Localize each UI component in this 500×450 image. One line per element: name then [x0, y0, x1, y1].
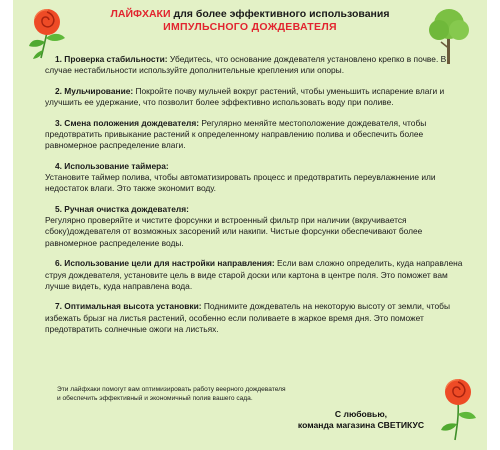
signature [281, 409, 441, 431]
signature-line: команда магазина СВЕТИКУС [297, 420, 425, 430]
lifehacks-list [45, 54, 463, 345]
item-heading: 4. Использование таймера: [55, 160, 169, 171]
title-text: для более эффективного использования [170, 8, 390, 20]
signature-line: С любовью, [334, 409, 388, 419]
list-item [45, 54, 463, 76]
item-text: Регулярно меняйте местоположение дождевателя, чтобы предотвратить привыкание растений к определенному направлению полива и обеспечить более равномерное распределение влаги. [45, 117, 427, 151]
title-highlight: ЛАЙФХАКИ [110, 8, 171, 20]
list-item [45, 118, 463, 152]
title-line2: ИМПУЛЬСНОГО ДОЖДЕВАТЕЛЯ [163, 21, 337, 33]
item-heading: 7. Оптимальная высота установки: [55, 301, 202, 312]
list-item [45, 301, 463, 335]
footer-note [57, 385, 377, 403]
list-item [45, 86, 463, 108]
lifehacks-card [13, 0, 487, 450]
item-heading: 5. Ручная очистка дождевателя: [55, 204, 189, 215]
item-text: Установите таймер полива, чтобы автоматизировать процесс и предотвратить переувлажнение или недостаток влаги. Это также экономит воду. [45, 172, 436, 194]
rose-icon [433, 372, 483, 442]
page-title [13, 8, 487, 34]
item-heading: 2. Мульчирование: [55, 85, 134, 96]
list-item [45, 161, 463, 195]
footer-note-line: и обеспечить эффективный и экономичный полив вашего сада. [57, 395, 253, 402]
item-heading: 6. Использование цели для настройки направления: [55, 258, 275, 269]
item-text: Поднимите дождеватель на некоторую высоту от земли, чтобы избежать брызг на листья растений, особенно если поливаете в жаркое время дня. Это поможет предотвратить солнечные ожоги на листьях. [45, 301, 450, 334]
item-text: Регулярно проверяйте и чистите форсунки и встроенный фильтр при наличии (вкручивается сбоку)дождевателя от возможных засорений или накипи. Чистые форсунки обеспечивают более равномерное распределение воды. [45, 215, 423, 248]
list-item [45, 258, 463, 292]
list-item [45, 204, 463, 249]
item-text: Если вам сложно определить, куда направлена струя дождевателя, установите цель в виде старой доски или картона в центре поля. Это поможет вам лучше видеть, куда направлена вода. [45, 258, 463, 291]
item-heading: 1. Проверка стабильности: [55, 54, 168, 64]
item-heading: 3. Смена положения дождевателя: [55, 117, 200, 128]
item-text: Убедитесь, что основание дождевателя установлено крепко в почве. В случае нестабильности используйте дополнительные крепления или опоры. [45, 54, 447, 76]
footer-note-line: Эти лайфхаки помогут вам оптимизировать работу веерного дождевателя [57, 386, 286, 393]
item-text: Покройте почву мульчей вокруг растений, чтобы уменьшить испарение влаги и улучшить ее удержание, что позволит более эффективно использовать воду при поливе. [45, 85, 445, 108]
